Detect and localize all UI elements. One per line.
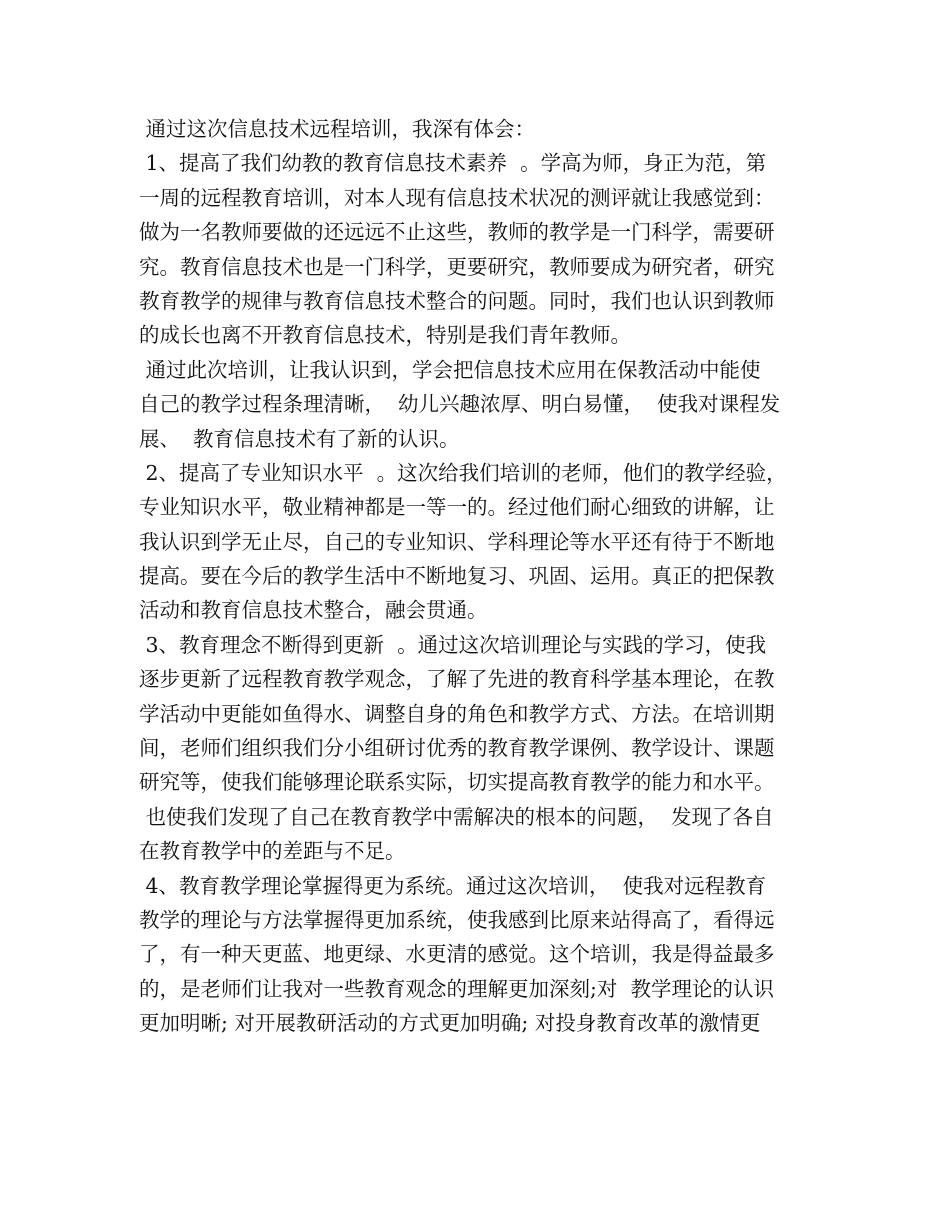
text-line: 活动和教育信息技术整合，融会贯通。	[139, 598, 488, 623]
text-line: 究。教育信息技术也是一门科学，更要研究，教师要成为研究者，研究	[139, 254, 775, 279]
text-line: 3、教育理念不断得到更新 。通过这次培训理论与实践的学习，使我	[139, 632, 767, 657]
text-line: 的，是老师们让我对一些教育观念的理解更加深刻;对 教学理论的认识	[139, 976, 774, 1001]
text-line: 展、 教育信息技术有了新的认识。	[139, 426, 460, 451]
text-line: 我认识到学无止尽，自己的专业知识、学科理论等水平还有待于不断地	[139, 529, 775, 554]
text-line: 一周的远程教育培训，对本人现有信息技术状况的测评就让我感觉到：	[139, 185, 775, 210]
text-line: 教学的理论与方法掌握得更加系统，使我感到比原来站得高了，看得远	[139, 907, 775, 932]
text-line: 通过此次培训，让我认识到，学会把信息技术应用在保教活动中能使	[139, 357, 761, 382]
text-line: 1、提高了我们幼教的教育信息技术素养 。学高为师，身正为范，第	[139, 151, 767, 176]
text-line: 专业知识水平，敬业精神都是一等一的。经过他们耐心细致的讲解，让	[139, 495, 775, 520]
text-line: 教育教学的规律与教育信息技术整合的问题。同时，我们也认识到教师	[139, 288, 775, 313]
text-line: 自己的教学过程条理清晰， 幼儿兴趣浓厚、明白易懂， 使我对课程发	[139, 392, 781, 417]
text-line: 的成长也离不开教育信息技术，特别是我们青年教师。	[139, 323, 631, 348]
text-line: 在教育教学中的差距与不足。	[139, 839, 406, 864]
text-line: 间，老师们组织我们分小组研讨优秀的教育教学课例、教学设计、课题	[139, 736, 775, 761]
text-line: 通过这次信息技术远程培训，我深有体会：	[139, 117, 536, 141]
text-line: 也使我们发现了自己在教育教学中需解决的根本的问题， 发现了各自	[139, 804, 774, 829]
text-line: 2、提高了专业知识水平 。这次给我们培训的老师，他们的教学经验，	[139, 460, 787, 485]
text-line: 更加明晰; 对开展教研活动的方式更加明确; 对投身教育改革的激情更	[139, 1011, 761, 1036]
text-line: 了，有一种天更蓝、地更绿、水更清的感觉。这个培训，我是得益最多	[139, 942, 775, 967]
text-line: 做为一名教师要做的还远远不止这些，教师的教学是一门科学，需要研	[139, 220, 775, 245]
text-line: 提高。要在今后的教学生活中不断地复习、巩固、运用。真正的把保教	[139, 564, 775, 589]
text-line: 4、教育教学理论掌握得更为系统。通过这次培训， 使我对远程教育	[139, 873, 767, 898]
text-line: 逐步更新了远程教育教学观念，了解了先进的教育科学基本理论，在教	[139, 667, 775, 692]
text-line: 研究等，使我们能够理论联系实际，切实提高教育教学的能力和水平。	[139, 770, 775, 795]
document-body	[139, 112, 829, 1041]
text-line: 学活动中更能如鱼得水、调整自身的角色和教学方式、方法。在培训期	[139, 701, 775, 726]
